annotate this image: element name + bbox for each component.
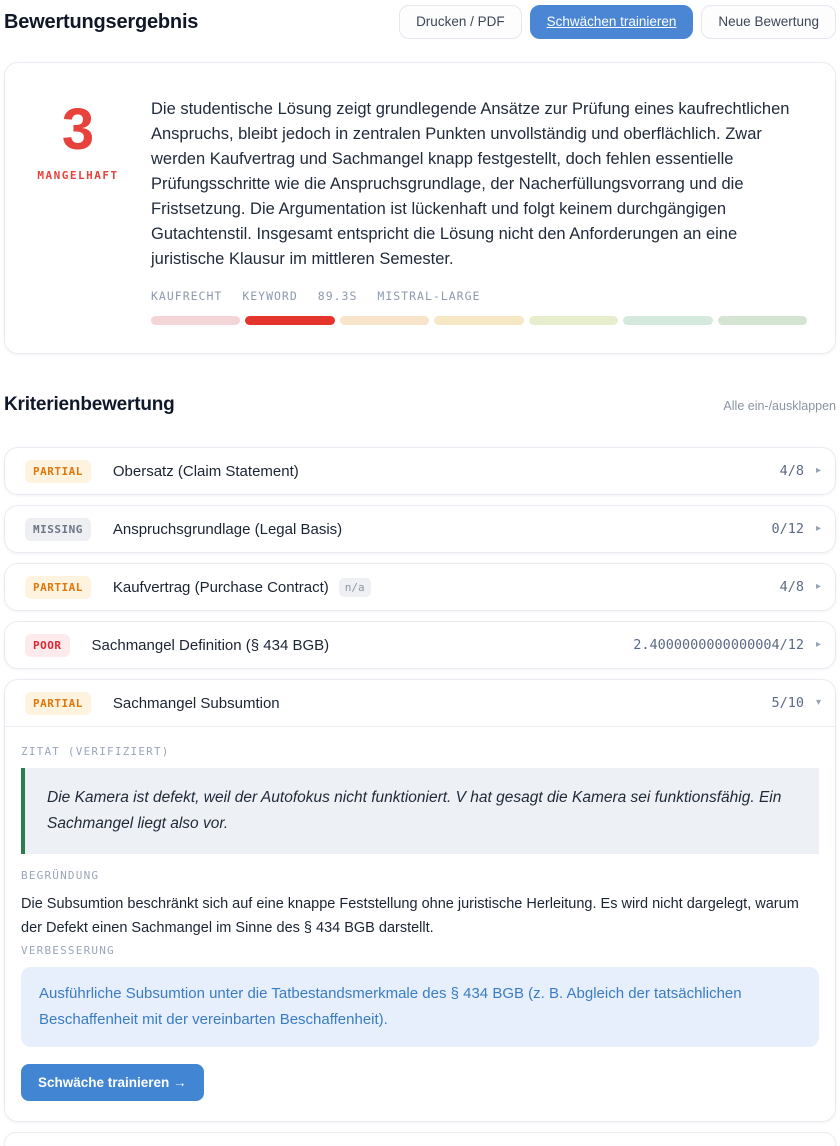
- chevron-right-icon: ▸: [815, 523, 821, 534]
- grade-label: MANGELHAFT: [37, 169, 119, 182]
- criteria-section-title: Kriterienbewertung: [4, 394, 175, 415]
- tag-model: MISTRAL-LARGE: [377, 289, 481, 303]
- scale-segment: [340, 316, 429, 325]
- page-title: Bewertungsergebnis: [4, 10, 199, 33]
- grade-number: 3: [61, 97, 95, 162]
- scale-segment: [529, 316, 618, 325]
- status-badge: POOR: [25, 634, 70, 657]
- status-badge: MISSING: [25, 518, 91, 541]
- criterion-score: 2.4000000000000004/12: [633, 637, 804, 653]
- quote-section-label: ZITAT (VERIFIZIERT): [21, 745, 170, 758]
- criterion-score: 4/8: [779, 463, 804, 479]
- criterion-card-sachmangel-definition: [4, 621, 836, 669]
- criterion-score: 0/12: [771, 521, 804, 537]
- criterion-label: Anspruchsgrundlage (Legal Basis): [112, 520, 343, 538]
- scale-segment: [151, 316, 240, 325]
- improvement-box: [21, 967, 819, 1047]
- verified-quote-block: [21, 768, 819, 854]
- score-summary-card: [4, 62, 836, 354]
- criterion-score: 5/10: [771, 695, 804, 711]
- header-actions: [399, 5, 836, 39]
- quote-text: Die Kamera ist defekt, weil der Autofokus nicht funktioniert. V hat gesagt die Kamera sei funktionsfähig. Ein Sachmangel liegt also vor.: [47, 789, 782, 832]
- next-criterion-card-partial: [4, 1132, 836, 1146]
- criterion-row[interactable]: [5, 564, 835, 610]
- criterion-row[interactable]: [5, 506, 835, 552]
- criterion-row[interactable]: [5, 622, 835, 668]
- criterion-row[interactable]: [5, 680, 835, 726]
- new-assessment-button[interactable]: Neue Bewertung: [701, 5, 836, 39]
- status-badge: PARTIAL: [25, 576, 91, 599]
- criterion-card-anspruchsgrundlage: [4, 505, 836, 553]
- criterion-detail: [5, 726, 835, 1121]
- improvement-section-label: VERBESSERUNG: [21, 944, 115, 957]
- chevron-right-icon: ▸: [815, 639, 821, 650]
- scale-segment: [718, 316, 807, 325]
- criterion-card-sachmangel-subsumtion: [4, 679, 836, 1122]
- status-badge: PARTIAL: [25, 460, 91, 483]
- train-weaknesses-button[interactable]: Schwächen trainieren: [530, 5, 694, 39]
- grade-column: [5, 97, 151, 325]
- criterion-label: Kaufvertrag (Purchase Contract): [112, 578, 329, 596]
- scale-bar: [151, 316, 807, 325]
- reason-text: Die Subsumtion beschränkt sich auf eine knappe Feststellung ohne juristische Herleitung. Es wird nicht dargelegt, warum der Defekt einen Sachmangel im Sinne des § 434 BGB darstellt.: [21, 896, 799, 936]
- chevron-right-icon: ▸: [815, 465, 821, 476]
- summary-column: [151, 97, 807, 325]
- reason-section-label: BEGRÜNDUNG: [21, 869, 100, 882]
- criterion-label: Obersatz (Claim Statement): [112, 462, 299, 480]
- criterion-card-kaufvertrag: [4, 563, 836, 611]
- improvement-text: Ausführliche Subsumtion unter die Tatbestandsmerkmale des § 434 BGB (z. B. Abgleich der tatsächlichen Beschaffenheit mit der vereinbarten Beschaffenheit).: [39, 985, 742, 1028]
- scale-segment-active: [245, 316, 334, 325]
- topbar: [4, 0, 836, 42]
- scale-segment: [434, 316, 523, 325]
- status-badge: PARTIAL: [25, 692, 91, 715]
- na-chip: n/a: [339, 578, 371, 597]
- train-weakness-button[interactable]: Schwäche trainieren →: [21, 1064, 204, 1101]
- tag-mode: KEYWORD: [242, 289, 298, 303]
- summary-text: Die studentische Lösung zeigt grundlegende Ansätze zur Prüfung eines kaufrechtlichen Anspruchs, bleibt jedoch in zentralen Punkten unvollständig und oberflächlich. Zwar werden Kaufvertrag und Sachmangel knapp festgestellt, doch fehlen essentielle Prüfungsschritte wie die Anspruchsgrundlage, der Nacherfüllungsvorrang und die Fristsetzung. Die Argumentation ist lückenhaft und folgt keinem durchgängigen Gutachtenstil. Insgesamt entspricht die Lösung nicht den Anforderungen an eine juristische Klausur im mittleren Semester.: [151, 100, 790, 268]
- criterion-card-obersatz: [4, 447, 836, 495]
- chevron-right-icon: ▸: [815, 581, 821, 592]
- toggle-all-link[interactable]: Alle ein-/ausklappen: [723, 399, 836, 413]
- criterion-label: Sachmangel Subsumtion: [112, 694, 280, 712]
- scale-segment: [623, 316, 712, 325]
- criterion-row[interactable]: [5, 448, 835, 494]
- print-pdf-button[interactable]: Drucken / PDF: [399, 5, 522, 39]
- tag-subject: KAUFRECHT: [151, 289, 223, 303]
- tag-duration: 89.3S: [317, 289, 358, 303]
- criterion-label: Sachmangel Definition (§ 434 BGB): [91, 636, 330, 654]
- chevron-down-icon: ▾: [815, 697, 821, 708]
- meta-tags: [151, 289, 807, 303]
- criteria-section-header: [4, 394, 836, 416]
- criteria-rows: [4, 447, 836, 1146]
- criterion-score: 4/8: [779, 579, 804, 595]
